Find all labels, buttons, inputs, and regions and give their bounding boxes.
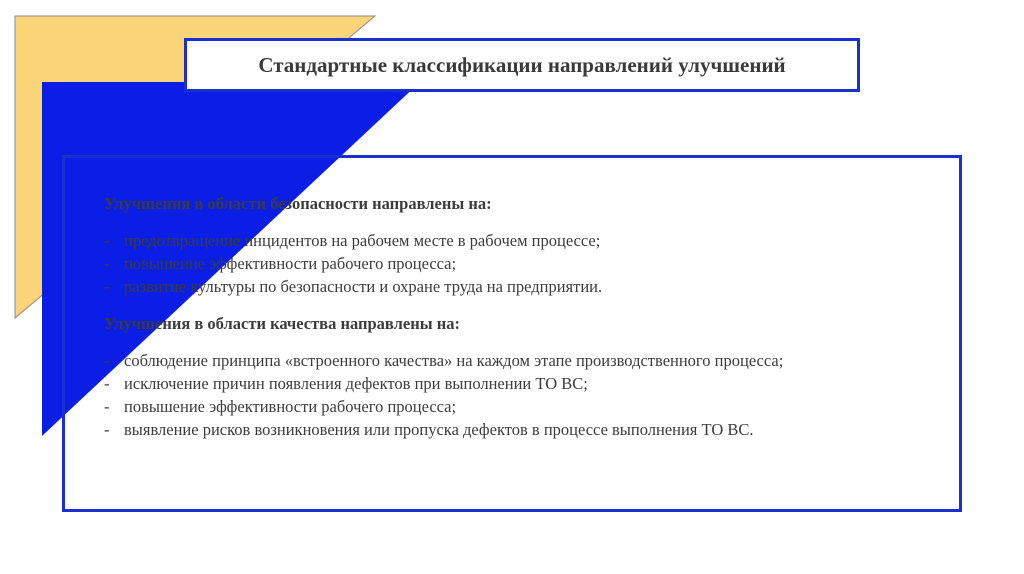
list-item-text: развитие культуры по безопасности и охране труда на предприятии. [124,277,603,296]
list-item [104,418,944,441]
safety-section [104,192,944,298]
title-banner [184,38,860,92]
bullet-dash: - [104,277,110,296]
section-heading: Улучшения в области безопасности направлены на: [104,194,492,213]
bullet-dash: - [104,254,110,273]
bullet-dash: - [104,420,110,439]
bullet-dash: - [104,397,110,416]
list-item [104,395,944,418]
quality-section [104,312,944,441]
list-item-text: выявление рисков возникновения или пропуска дефектов в процессе выполнения ТО ВС. [124,420,754,439]
list-item-text: повышение эффективности рабочего процесса; [124,397,457,416]
list-item [104,229,944,252]
list-item-text: соблюдение принципа «встроенного качества» на каждом этапе производственного процесса; [124,351,784,370]
list-item [104,275,944,298]
page-title: Стандартные классификации направлений улучшений [258,52,786,77]
content-text [104,192,944,441]
section-heading: Улучшения в области качества направлены на: [104,314,460,333]
bullet-dash: - [104,231,110,250]
list-item-text: повышение эффективности рабочего процесса; [124,254,457,273]
list-item [104,252,944,275]
list-item [104,349,944,372]
bullet-dash: - [104,351,110,370]
list-item-text: предотвращение инцидентов на рабочем месте в рабочем процессе; [124,231,601,250]
list-item-text: исключение причин появления дефектов при выполнении ТО ВС; [124,374,588,393]
list-item [104,372,944,395]
bullet-dash: - [104,374,110,393]
